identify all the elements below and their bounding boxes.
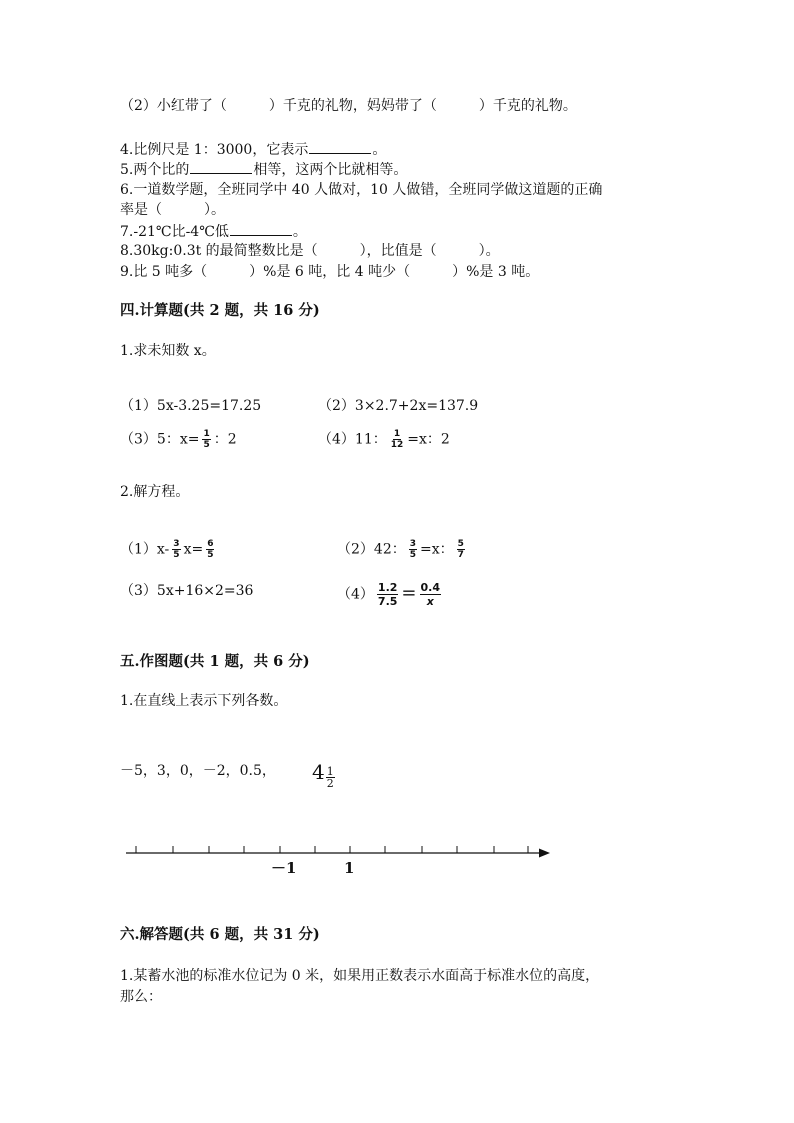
number-line-arrow — [539, 849, 550, 858]
calc-q1-part4 — [318, 429, 450, 450]
tick-label-one: 1 — [344, 859, 355, 877]
q4-end: 。 — [372, 142, 387, 158]
numerator: 6 — [207, 539, 214, 549]
fill-in-q3-part2: （2）小红带了（ ）千克的礼物，妈妈带了（ ）千克的礼物。 — [120, 98, 577, 114]
word-q1-line2: 那么： — [120, 989, 162, 1005]
expr-text: ：2 — [213, 431, 237, 448]
calc-q2-part4 — [337, 581, 444, 608]
denominator: 5 — [409, 550, 416, 560]
expr-text: （4） — [337, 586, 374, 603]
fill-in-q8: 8.30kg:0.3t 的最简整数比是（ ），比值是（ ）。 — [120, 243, 500, 259]
numerator: 3 — [173, 539, 180, 549]
expr-text: x= — [183, 541, 204, 558]
fill-in-q5 — [120, 159, 407, 180]
word-q1-line1: 1.某蓄水池的标准水位记为 0 米，如果用正数表示水面高于标准水位的高度， — [120, 968, 600, 984]
fraction — [409, 539, 417, 560]
fraction — [390, 429, 405, 450]
numerator: 3 — [409, 539, 416, 549]
tick-label-neg-one: －1 — [271, 859, 297, 877]
numerator: 5 — [457, 539, 464, 549]
denominator: 5 — [207, 550, 214, 560]
fill-in-q9: 9.比 5 吨多（ ）%是 6 吨，比 4 吨少（ ）%是 3 吨。 — [120, 264, 540, 280]
calc-q2-title: 2.解方程。 — [120, 484, 190, 500]
q5-text: 5.两个比的 — [120, 162, 190, 178]
calc-q2-part1 — [120, 539, 217, 560]
equals-sign: = — [401, 582, 417, 604]
denominator: 7 — [457, 550, 464, 560]
fraction — [457, 539, 465, 560]
answer-blank[interactable] — [190, 159, 252, 174]
draw-q1-title: 1.在直线上表示下列各数。 — [120, 693, 288, 709]
q7-end: 。 — [292, 224, 307, 240]
numerator: 1.2 — [377, 581, 398, 594]
fill-in-q6-line2: 率是（ ）。 — [120, 202, 225, 218]
expr-text: （3）5：x= — [120, 431, 200, 448]
fraction — [172, 539, 180, 560]
q7-text: 7.-21℃比-4℃低 — [120, 224, 229, 240]
numerator: 1 — [393, 429, 401, 439]
fraction — [326, 766, 335, 789]
section-heading-word-problems: 六.解答题(共 6 题，共 31 分) — [120, 926, 320, 943]
fill-in-q6-line1: 6.一道数学题，全班同学中 40 人做对，10 人做错，全班同学做这道题的正确 — [120, 182, 603, 198]
numerator: 1 — [203, 429, 210, 439]
number-line-ticks — [136, 846, 528, 853]
fraction — [206, 539, 214, 560]
denominator: 7.5 — [377, 595, 398, 608]
q5-end: 相等，这两个比就相等。 — [253, 162, 408, 178]
numbers-list: －5，3，0，－2，0.5， — [120, 763, 276, 779]
calc-q1-title: 1.求未知数 x。 — [120, 343, 216, 359]
denominator: x — [426, 595, 434, 608]
denominator: 12 — [390, 440, 404, 450]
expr-text: （1）x- — [120, 541, 170, 558]
expr-text: （2）42： — [337, 541, 406, 558]
number-line[interactable] — [120, 840, 560, 880]
fraction — [377, 581, 399, 608]
expr-text: （4）11： — [318, 431, 387, 448]
denominator: 5 — [173, 550, 180, 560]
expr-text: =x：2 — [407, 431, 450, 448]
mixed-number — [312, 758, 338, 789]
section-heading-calculation: 四.计算题(共 2 题，共 16 分) — [120, 302, 320, 319]
fraction — [420, 581, 442, 608]
fill-in-q7 — [120, 221, 307, 242]
mixed-whole: 4 — [312, 760, 325, 784]
answer-blank[interactable] — [309, 139, 371, 154]
answer-blank[interactable] — [230, 221, 292, 236]
denominator: 5 — [203, 440, 210, 450]
calc-q1-part2: （2）3×2.7+2x=137.9 — [318, 398, 479, 414]
q4-text: 4.比例尺是 1：3000，它表示 — [120, 142, 309, 158]
calc-q2-part2 — [337, 539, 468, 560]
fraction — [202, 429, 210, 450]
section-heading-drawing: 五.作图题(共 1 题，共 6 分) — [120, 653, 310, 670]
expr-text: =x： — [420, 541, 454, 558]
calc-q2-part3: （3）5x+16×2=36 — [120, 583, 254, 599]
numerator: 1 — [326, 765, 334, 778]
denominator: 2 — [326, 777, 334, 790]
fill-in-q4 — [120, 139, 386, 160]
calc-q1-part1: （1）5x-3.25=17.25 — [120, 398, 262, 414]
numerator: 0.4 — [420, 581, 441, 594]
calc-q1-part3 — [120, 429, 237, 450]
